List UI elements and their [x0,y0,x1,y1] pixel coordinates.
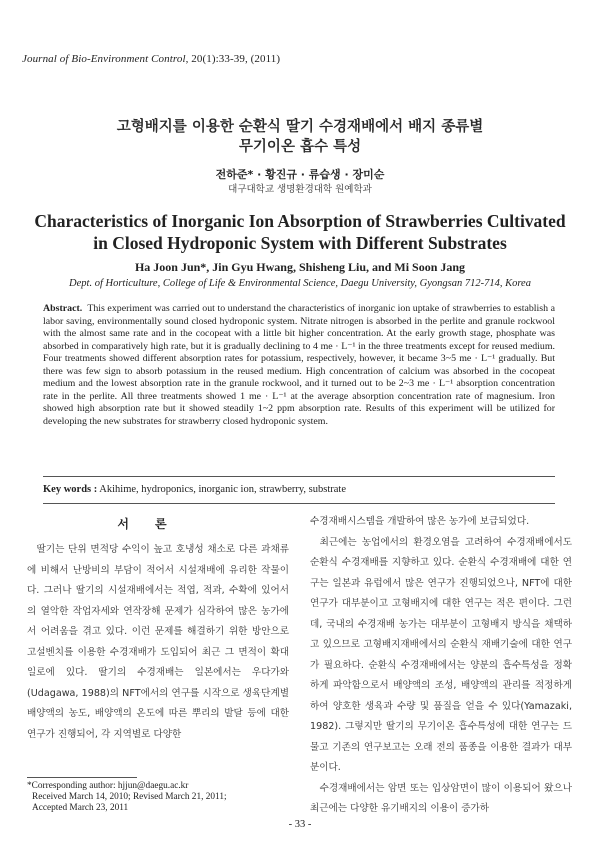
section-heading-introduction: 서론 [117,517,193,531]
english-authors: Ha Joon Jun*, Jin Gyu Hwang, Shisheng Liu, and Mi Soon Jang [134,260,466,274]
journal-name: Journal of Bio-Environment Control, [22,53,189,65]
english-affiliation: Dept. of Horticulture, College of Life & Environmental Science, Daegu University, Gyongsan 712-714, Korea [69,278,531,289]
keywords-label: Key words : [43,484,98,495]
korean-title-line1: 고형배지를 이용한 순환식 딸기 수경재배에서 배지 종류별 [116,119,484,135]
received-date: Received March 14, 2010; Revised March 21, 2011; [32,791,227,802]
keywords-bottom-divider [43,503,555,504]
body-paragraph: 최근에는 농업에서의 환경오염을 고려하여 수경재배에서도 순환식 수경재배를 지향하고 있다. 순환식 수경재배에 대한 연구는 일본과 유럽에서 많은 연구가 진행되었으나, NFT에 대한 연구가 대부분이고 고형배지에 대한 연구는 적은 편이다. 그런데, 국내의 수경재배 농가는 대부분이 고형배지 방식을 채택하고 있으므로 고형배지재배에서의 순환식 재배기술에 대한 연구가 필요하다. 순환식 수경재배에서는 양분의 흡수특성을 정확하게 파악함으로서 배양액의 조성, 배양액의 관리를 적정하게 하여 양호한 생육과 수량 및 품질을 얻을 수 있다(Yamazaki, 1982). 그렇지만 딸기의 무기이온 흡수특성에 대한 연구는 드물고 기존의 연구보고는 오래 전의 품종을 이용한 결과가 대부분이다. [310,536,572,773]
footnote [27,781,227,813]
body-paragraph: 수경재배시스템을 개발하여 많은 농가에 보급되었다. [310,516,530,527]
accepted-date: Accepted March 23, 2011 [32,802,129,813]
english-title-line1: Characteristics of Inorganic Ion Absorption of Strawberries Cultivated [34,211,566,231]
abstract-label: Abstract. [43,303,83,314]
body-right-column [310,512,572,820]
keywords-top-divider [43,476,555,477]
english-title-line2: in Closed Hydroponic System with Different Substrates [93,233,507,253]
korean-title-line2: 무기이온 흡수 특성 [238,139,362,155]
body-paragraph: 딸기는 단위 면적당 수익이 높고 호냉성 채소로 다른 과채류에 비해서 난방비의 부담이 적어서 시설재배에 유리한 작물이다. 그러나 딸기의 시설재배에서는 적엽, 적과, 수확에 있어서의 열악한 작업자세와 연작장해 문제가 심각하여 많은 농가에서 어려움을 겪고 있다. 이런 문제를 해결하기 위한 방안으로 고설벤치를 이용한 수경재배가 도입되어 최근 그 면적이 확대일로에 있다. 딸기의 수경재배는 일본에서는 우다가와 (Udagawa, 1988)의 NFT에서의 연구를 시작으로 생육단계별 배양액의 농도, 배양액의 온도에 따른 뿌리의 발달 등에 대한 연구가 진행되어, 각 지역별로 다양한 [27,544,289,740]
abstract [43,303,555,428]
abstract-text: This experiment was carried out to understand the characteristics of inorganic ion uptake of strawberries to establish a labor saving, environmentally sound closed hydroponic system. Nitrate nitrogen is absorbed in the perlite and granule rockwool with the almost same rate and in the cocopeat with a little bit higher concentration. At the early growth stage, phosphate was absorbed in comparatively high rate, but it is gradually declining to 4 me · L⁻¹ in the three treatments except for reused medium. Four treatments showed different absorption rates for potassium, respectively, however, it became 3~5 me · L⁻¹ gradually. But there was few sign to absorb potassium in the reused medium. High concentration of calcium was absorbed in the cocopeat medium and the lowest absorption rate in the granule rockwool, and it turned out to be 2~3 me · L⁻¹ absorption concentration rate in the perlite. All three treatments showed 1 me · L⁻¹ at the average absorption concentration rate of magnesium. Iron showed high absorption rate but it showed steadily 1~2 ppm absorption rate. Results of this experiment will be utilized for developing the new substrates for strawberry closed hydroponic system. [43,303,555,427]
korean-authors: 전하준* · 황진규 · 류습생 · 장미순 [215,168,385,181]
keywords-text: Akihime, hydroponics, inorganic ion, strawberry, substrate [97,484,346,495]
english-title [20,210,580,254]
footnote-divider [27,777,137,778]
korean-title [60,117,540,157]
journal-volume: 20(1):33-39, (2011) [188,53,281,65]
keywords [43,484,346,495]
page-number: - 33 - [288,819,312,830]
body-paragraph: 수경재배에서는 암면 또는 입상암면이 많이 이용되어 왔으나 최근에는 다양한 유기배지의 이용이 증가하 [310,782,572,814]
korean-affiliation: 대구대학교 생명환경대학 원예학과 [228,184,372,195]
journal-header [22,53,280,65]
body-left-column [27,540,289,745]
corresponding-author: *Corresponding author: hjjun@daegu.ac.kr [27,781,189,791]
